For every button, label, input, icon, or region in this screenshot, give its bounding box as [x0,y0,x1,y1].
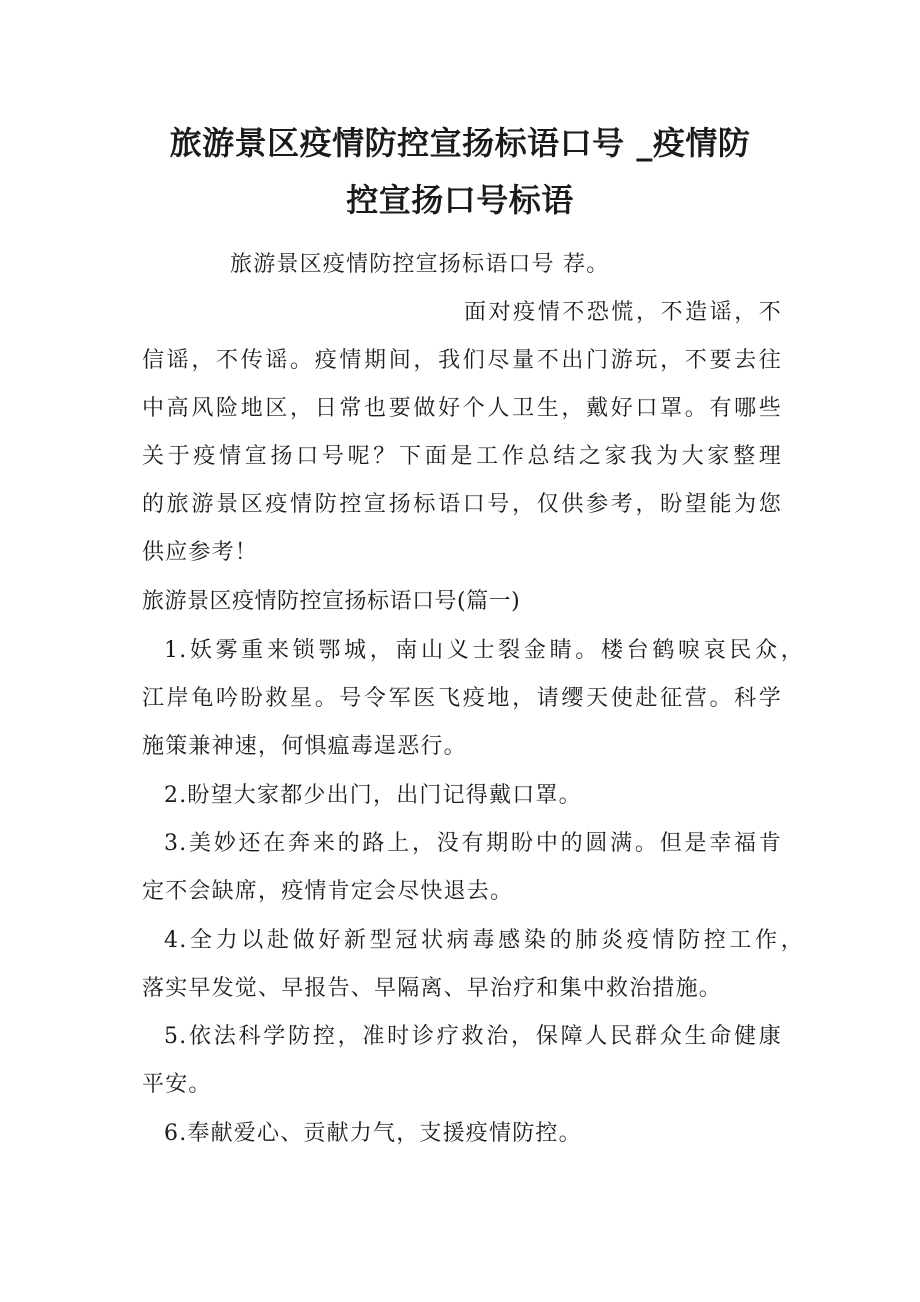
list-item-4-line-2: 落实早发觉、早报告、早隔离、早治疗和集中救治措施。 [142,976,723,1001]
list-item-6-line-1: 6.奉献爱心、贡献力气，支援疫情防控。 [164,1121,582,1146]
document-title-line-1: 旅游景区疫情防控宣扬标语口号 _疫情防 [169,124,751,162]
intro-line-1: 面对疫情不恐慌，不造谣，不 [464,300,782,325]
intro-line-3: 中高风险地区，日常也要做好个人卫生，戴好口罩。有哪些 [142,396,782,421]
intro-line-2: 信谣，不传谣。疫情期间，我们尽量不出门游玩，不要去往 [142,348,782,373]
list-item-2-line-1: 2.盼望大家都少出门，出门记得戴口罩。 [164,783,582,808]
list-item-4-line-1: 4.全力以赴做好新型冠状病毒感染的肺炎疫情防控工作， [164,928,804,953]
list-item-3-line-2: 定不会缺席，疫情肯定会尽快退去。 [142,879,514,904]
list-item-5-line-1: 5.依法科学防控，准时诊疗救治，保障人民群众生命健康 [164,1024,782,1049]
intro-line-4: 关于疫情宣扬口号呢？下面是工作总结之家我为大家整理 [142,444,782,469]
section-heading: 旅游景区疫情防控宣扬标语口号(篇一) [142,589,521,614]
document-subtitle: 旅游景区疫情防控宣扬标语口号 荐。 [230,252,610,277]
document-title-line-2: 控宣扬口号标语 [346,181,574,219]
list-item-5-line-2: 平安。 [142,1072,212,1097]
list-item-1-line-2: 江岸龟吟盼救星。号令军医飞疫地，请缨天使赴征营。科学 [142,686,782,711]
list-item-3-line-1: 3.美妙还在奔来的路上，没有期盼中的圆满。但是幸福肯 [164,831,782,856]
list-item-1-line-3: 施策兼神速，何惧瘟毒逞恶行。 [142,734,467,759]
list-item-1-line-1: 1.妖雾重来锁鄂城，南山义士裂金睛。楼台鹤唳哀民众， [164,638,804,663]
intro-line-5: 的旅游景区疫情防控宣扬标语口号，仅供参考，盼望能为您 [142,492,782,517]
intro-line-6: 供应参考！ [142,540,259,565]
